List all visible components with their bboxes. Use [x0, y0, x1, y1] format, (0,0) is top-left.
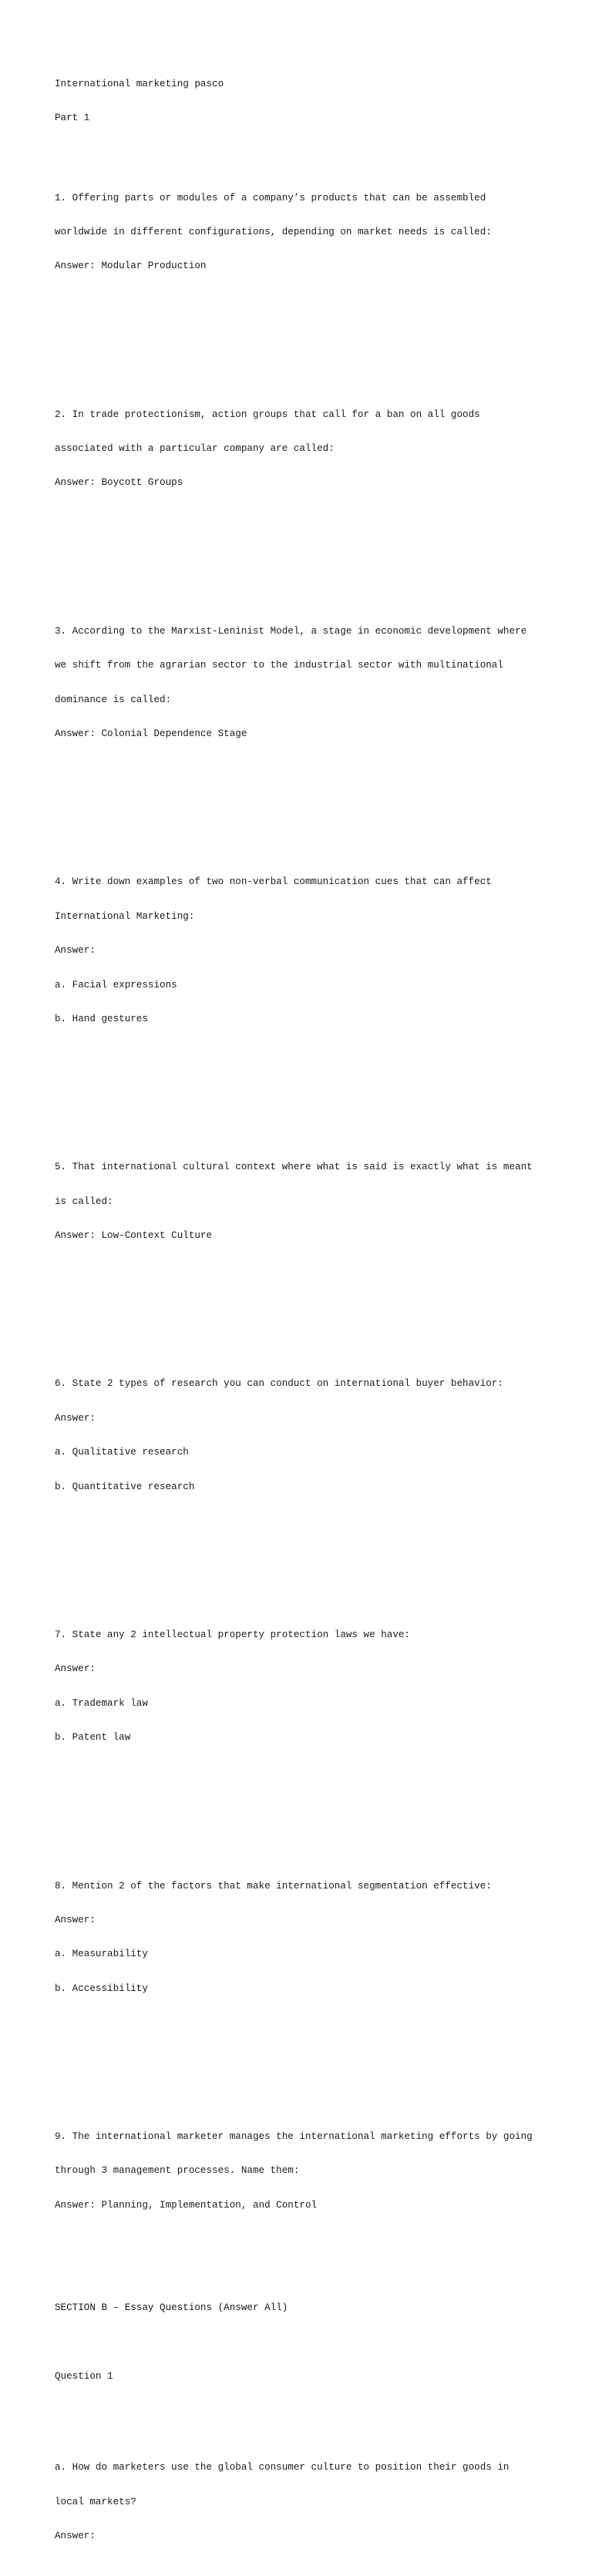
question-text: International Marketing:	[55, 910, 195, 922]
answer-item: a. Trademark law	[55, 1697, 148, 1709]
answer-text: Answer:	[55, 2530, 96, 2541]
document-title: International marketing pasco	[55, 78, 224, 89]
answer-item: a. Measurability	[55, 1949, 148, 1960]
answer-text: Answer: Boycott Groups	[55, 477, 183, 489]
question-text: worldwide in different configurations, depending on market needs is called:	[55, 226, 492, 237]
part-heading: Part 1	[55, 112, 90, 123]
question-text: 6. State 2 types of research you can conduct on international buyer behavior:	[55, 1378, 503, 1390]
question-8	[55, 1858, 563, 2017]
question-text: local markets?	[55, 2496, 136, 2507]
question-text: 2. In trade protectionism, action groups that call for a ban on all goods	[55, 409, 480, 420]
question-1-label: Question 1	[55, 2370, 113, 2382]
answer-text: Answer:	[55, 945, 96, 957]
question-text: associated with a particular company are called:	[55, 443, 335, 455]
answer-text: Answer: Low-Context Culture	[55, 1230, 213, 1242]
question-text: 9. The international marketer manages the international marketing efforts by going	[55, 2131, 533, 2143]
answer-text: Answer:	[55, 1412, 96, 1424]
question-text: 5. That international cultural context where what is said is exactly what is meant	[55, 1162, 533, 1173]
question-text: 3. According to the Marxist-Leninist Model, a stage in economic development where	[55, 625, 527, 637]
answer-item: b. Hand gestures	[55, 1013, 148, 1024]
answer-item: a. Facial expressions	[55, 979, 177, 990]
question-4	[55, 854, 563, 1048]
answer-text: Answer: Planning, Implementation, and Control	[55, 2199, 318, 2211]
answer-item: b. Patent law	[55, 1732, 131, 1744]
question-text: is called:	[55, 1196, 113, 1207]
section-b-heading: SECTION B – Essay Questions (Answer All)	[55, 2302, 288, 2313]
question-7	[55, 1606, 563, 1766]
answer-text: Answer:	[55, 1914, 96, 1925]
question-text: a. How do marketers use the global consumer culture to position their goods in	[55, 2462, 510, 2473]
answer-text: Answer:	[55, 1663, 96, 1675]
question-text: dominance is called:	[55, 694, 172, 705]
question-text: through 3 management processes. Name them:	[55, 2165, 300, 2177]
essay-question-1a	[55, 2440, 563, 2565]
question-text: 1. Offering parts or modules of a company’s products that can be assembled	[55, 192, 486, 203]
question-text: 7. State any 2 intellectual property protection laws we have:	[55, 1629, 411, 1640]
answer-item: b. Quantitative research	[55, 1481, 195, 1492]
document-page	[55, 55, 563, 2576]
question-6	[55, 1356, 563, 1515]
question-text: we shift from the agrarian sector to the industrial sector with multinational	[55, 660, 503, 671]
question-1	[55, 170, 563, 295]
question-2	[55, 386, 563, 512]
answer-item: b. Accessibility	[55, 1982, 148, 1994]
question-text: 8. Mention 2 of the factors that make international segmentation effective:	[55, 1880, 492, 1892]
question-9	[55, 2108, 563, 2234]
answer-text: Answer: Modular Production	[55, 261, 207, 272]
question-5	[55, 1139, 563, 1265]
answer-item: a. Qualitative research	[55, 1447, 189, 1458]
question-3	[55, 603, 563, 762]
answer-text: Answer: Colonial Dependence Stage	[55, 728, 247, 740]
question-text: 4. Write down examples of two non-verbal communication cues that can affect	[55, 876, 492, 888]
